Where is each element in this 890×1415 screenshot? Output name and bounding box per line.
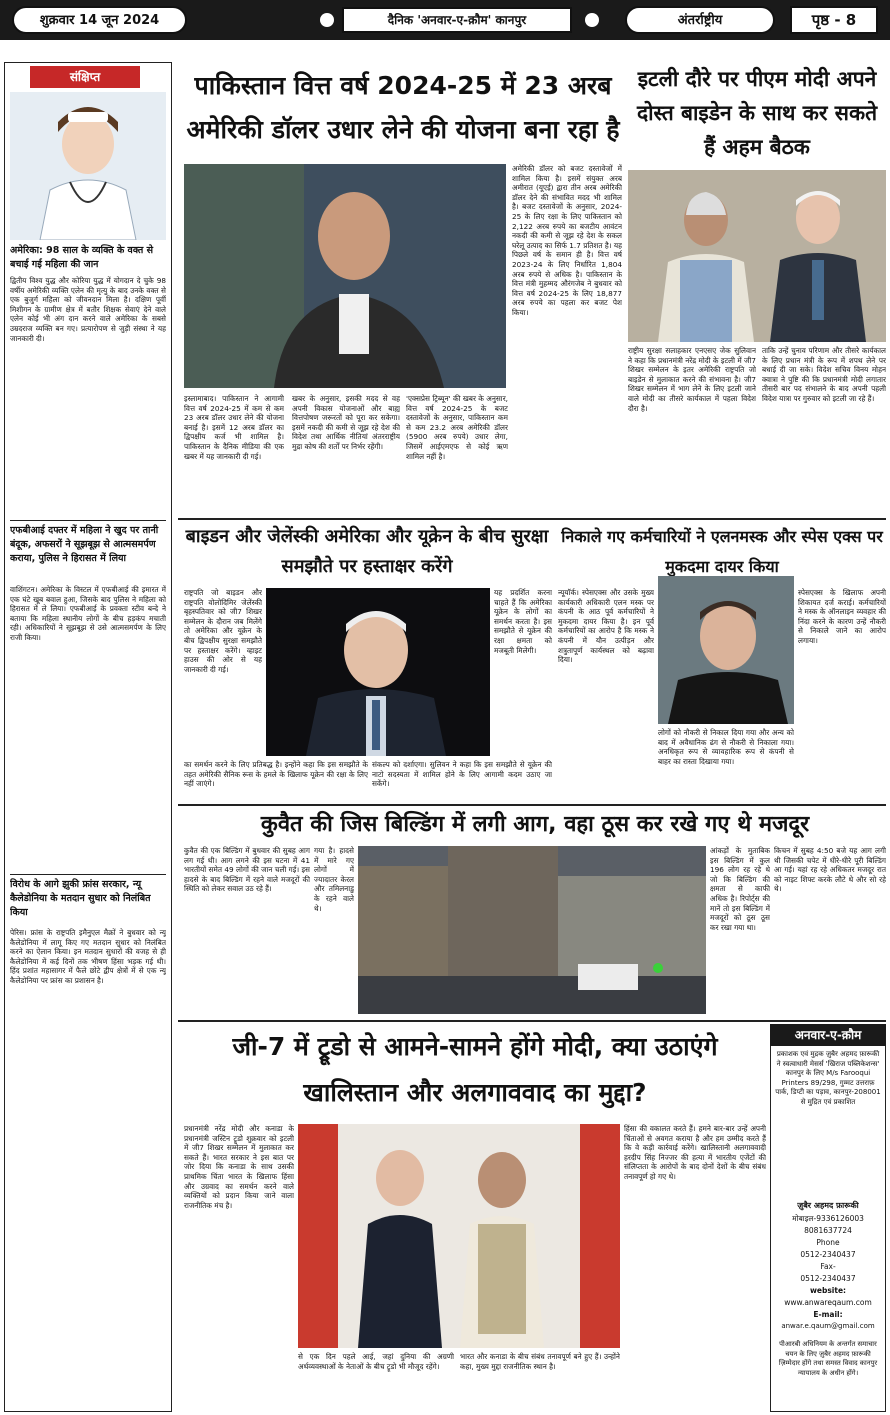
pakistan-col3: 'एक्सप्रेस ट्रिब्यून' की खबर के अनुसार, वित्त वर्ष 2024-25 के बजट दस्तावेजों के अनुसार, पाकिस्तान कम से कम 23.2 अरब अमेरिकी डॉलर (5900 अरब रुपये) उधार लेगा, जिसमें आईएमएफ से कोई ऋण शामिल नहीं है।	[406, 394, 508, 461]
masthead	[0, 0, 890, 40]
imprint-mobile2: 8081637724	[804, 1226, 852, 1235]
g7-bottom1: से एक दिन पहले आई, जहां दुनिया की अग्रणी अर्थव्यवस्थाओं के नेताओं के बीच ट्रूडो भी मौजूद रहेंगे।	[298, 1352, 454, 1371]
story1-body: द्वितीय विश्व युद्ध और कोरिया युद्ध में योगदान दे चुके 98 वर्षीय अमेरिकी व्यक्ति एलेन की मृत्यु के बाद उनके वक्त से एक बुजुर्ग महिला को जीवनदान मिला है। दक्षिण पूर्वी मिशीगन के ग्रामीण क्षेत्र में बतौर शिक्षक सेवाएं देने वाले एलेन कोई भी अंग दान करने वाले अमेरिका के सबसे उम्रदराज व्यक्ति बन गए। प्रत्यारोपण से जुड़ी संस्था ने यह जानकारी दी।	[10, 276, 166, 343]
sharif-portrait	[184, 164, 506, 388]
imprint-email-label: E-mail:	[813, 1310, 843, 1319]
musk-photo	[658, 576, 794, 724]
ukraine-photo	[266, 588, 490, 756]
g7-headline: जी-7 में ट्रूडो से आमने-सामने होंगे मोदी, क्या उठाएंगे खालिस्तान और अलगाववाद का मुद्दा?	[232, 1032, 718, 1107]
imprint-email[interactable]: anwar.e.qaum@gmail.com	[781, 1322, 875, 1330]
kuwait-col3: आंकड़ों के मुताबिक इस बिल्डिंग में कुल 196 लोग रह रहे थे जो कि बिल्डिंग की क्षमता से काफी अधिक है। रिपोर्ट्स की मानें तो इस बिल्डिंग में मजदूरों को ठूस ठूस कर रखा गया था।	[710, 846, 770, 932]
italy-photo	[628, 170, 886, 342]
pakistan-photo	[184, 164, 506, 388]
musk-headline: निकाले गए कर्मचारियों ने एलनमस्क और स्पेस एक्स पर मुकदमा दायर किया	[561, 527, 883, 576]
divider	[178, 1020, 886, 1022]
imprint-website-label: website:	[809, 1286, 847, 1295]
page-number-box	[790, 6, 878, 34]
nurse-photo	[10, 92, 166, 240]
story2-title: एफबीआई दफ्तर में महिला ने खुद पर तानी बंदूक, अफसरों ने सूझबूझ से आत्मसमर्पण कराया, पुलिस ने हिरासत में लिया	[10, 525, 159, 564]
page-number: पृष्ठ - 8	[811, 11, 857, 29]
masthead-date: शुक्रवार 14 जून 2024	[39, 13, 160, 28]
kuwait-col2: गया है। हादसे में मारे गए लोगों में ज्यादातर केरल और तमिलनाडु के रहने वाले थे।	[314, 846, 354, 913]
g7-col1: प्रधानमंत्री नरेंद्र मोदी और कनाडा के प्रधानमंत्री जस्टिन ट्रूडो शुक्रवार को इटली में जी7 शिखर सम्मेलन में मुलाकात कर सकते हैं। भारत सरकार ने इस बात पर जोर दिया कि कनाडा के साथ उसकी प्राथमिक चिंता भारत के खिलाफ हिंसा और उग्रवाद का समर्थन करने वाले व्यक्तियों को प्रदान किया जाने वाला राजनीतिक मंच है।	[184, 1124, 294, 1210]
ukraine-col2: यह प्रदर्शित करना चाहते हैं कि अमेरिका यूक्रेन के लोगों का समर्थन करता है। इस समझौते से यूक्रेन की रक्षा क्षमता को मजबूती मिलेगी।	[494, 588, 552, 655]
imprint-website[interactable]: www.anwareqaum.com	[784, 1298, 872, 1307]
date-pill	[12, 6, 187, 34]
imprint-text: प्रकाशक एवं मुद्रक ज़ुबैर अहमद फ़ारूकी ने स्वत्वाधारी मेसर्स 'खिराज पब्लिकेशन्स' कानपुर के लिए M/s Farooqui Printers 89/298, गुम्मट उत्तराफ़ पार्क, डिप्टी का पड़ाव, कानपुर-208001 से मुद्रित एवं प्रकाशित	[775, 1050, 881, 1106]
section-name: अंतर्राष्ट्रीय	[677, 13, 723, 28]
ukraine-col1: राष्ट्रपति जो बाइडन और राष्ट्रपति वोलोदिमिर जेलेंस्की बृहस्पतिवार को जी7 शिखर सम्मेलन के दौरान जब मिलेंगे तो अमेरिका और यूक्रेन के बीच द्विपक्षीय सुरक्षा समझौते पर हस्ताक्षर करेंगे। व्हाइट हाउस की ओर से यह जानकारी दी गई।	[184, 588, 262, 674]
pakistan-col2: खबर के अनुसार, इसकी मदद से वह अपनी विकास योजनाओं और बाह्य वित्तपोषण जरूरतों को पूरा कर सकेगा। इसमें नकदी की कमी से जूझ रहे देश की विदेश तथा आर्थिक नीतियां अंतरराष्ट्रीय मुद्रा कोष की शर्तों पर निर्भर रहेंगी।	[292, 394, 400, 451]
modi-biden-photo	[628, 170, 886, 342]
kuwait-col4: किचन में सुबह 4:50 बजे यह आग लगी थी जिसकी चपेट में धीरे-धीरे पूरी बिल्डिंग आ गई। यहां रह रहे अधिकतर मजदूर रात को नाइट शिफ्ट करके लौटे थे और सो रहे थे।	[774, 846, 886, 894]
imprint-phone: 0512-2340437	[800, 1250, 856, 1259]
section-pill	[625, 6, 775, 34]
g7-col2: हिंसा की वकालत करते हैं। हमने बार-बार उन्हें अपनी चिंताओं से अवगत कराया है और हम उम्मीद करते हैं कि वे कड़ी कार्रवाई करेंगे। खालिस्तानी अलगाववादी हरदीप सिंह निज्जर की हत्या में भारतीय एजेंटों की संलिप्तता के आरोपों के बाद दोनों देशों के बीच संबंध तनावपूर्ण हो गए थे।	[624, 1124, 766, 1181]
trudeau-modi-photo	[298, 1124, 620, 1348]
imprint-fax-label: Fax-	[820, 1262, 836, 1271]
italy-col2: ताकि उन्हें चुनाव परिणाम और तीसरे कार्यकाल के लिए प्रधान मंत्री के रूप में शपथ लेने पर बधाई दी जा सके। विदेश सचिव विनय मोहन क्वात्रा ने पुष्टि की कि प्रधानमंत्री मोदी लगातार तीसरी बार पद संभालने के बाद अपनी पहली विदेश यात्रा पर गुरुवार को इटली जा रहे हैं।	[762, 346, 886, 403]
divider	[178, 518, 886, 520]
musk-col2: स्पेसएक्स के खिलाफ अपनी शिकायत दर्ज कराई। कर्मचारियों ने मस्क के ऑनलाइन व्यवहार की निंदा करने के कारण उन्हें नौकरी से निकाले जाने का आरोप लगाया।	[798, 588, 886, 645]
ukraine-bottom1: का समर्थन करने के लिए प्रतिबद्ध है। इन्होंने कहा कि इस समझौते के तहत अमेरिकी सैनिक रूस के हमले के खिलाफ यूक्रेन की रक्षा के लिए नहीं जाएंगे।	[184, 760, 368, 789]
divider	[10, 874, 166, 875]
musk-portrait	[658, 576, 794, 724]
divider	[10, 520, 166, 521]
musk-col1: न्यूयॉर्क। स्पेसएक्स और उसके मुख्य कार्यकारी अधिकारी एलन मस्क पर कंपनी के आठ पूर्व कर्मचारियों ने मुकदमा दायर किया है। इन पूर्व कर्मचारियों का आरोप है कि मस्क ने कंपनी में यौन उत्पीड़न और शत्रुतापूर्ण कार्यस्थल को बढ़ावा दिया।	[558, 588, 654, 665]
biden-photo	[266, 588, 490, 756]
kuwait-col1: कुवैत की एक बिल्डिंग में बुधवार की सुबह आग लग गई थी। आग लगने की इस घटना में 41 भारतीयों समेत 49 लोगों की जान चली गई। इस हादसे के बाद बिल्डिंग में रहने वाले मजदूरों की स्थिति को लेकर सवाल उठ रहे हैं।	[184, 846, 310, 894]
g7-photo	[298, 1124, 620, 1348]
paper-name: दैनिक 'अनवार-ए-क़ौम' कानपुर	[387, 13, 527, 27]
imprint-legal: पीआरबी अधिनियम के अन्तर्गत समाचार चयन के लिए ज़ुबैर अहमद फ़ारूकी ज़िम्मेदार होंगे तथा समस्त विवाद कानपुर न्यायालय के अधीन होंगे।	[778, 1340, 878, 1377]
ukraine-bottom2: संकल्प को दर्शाएगा। सुलिवन ने कहा कि इस समझौते से यूक्रेन की नाटो सदस्यता में शामिल होने के लिए आगामी कदम उठाए जा सकेंगे।	[372, 760, 552, 789]
pakistan-headline: पाकिस्तान वित्त वर्ष 2024-25 में 23 अरब अमेरिकी डॉलर उधार लेने की योजना बना रहा है	[186, 71, 620, 144]
musk-bottom: लोगों को नौकरी से निकाल दिया गया और अन्य को बाद में अवैधानिक ढंग से नौकरी से निकाला गया। अनधिकृत रूप से व्यावहारिक रूप से कंपनी से बाहर का रास्ता दिखाया गया।	[658, 728, 794, 766]
paper-name-box	[342, 7, 572, 33]
brief-tag-text: संक्षिप्त	[69, 70, 101, 84]
bullet-dot	[585, 13, 599, 27]
italy-col1: राष्ट्रीय सुरक्षा सलाहकार एनएसए जेक सुलिवान ने कहा कि प्रधानमंत्री नरेंद्र मोदी के इटली में जी7 शिखर सम्मेलन के इतर अमेरिकी राष्ट्रपति जो बाइडेन से मुलाकात करने की संभावना है। जी7 शिखर सम्मेलन में भाग लेने के लिए इटली जाने वाले मोदी का तीसरे कार्यकाल में पहला विदेश दौरा है।	[628, 346, 756, 413]
nurse-figure	[10, 92, 166, 240]
pakistan-right-col: अमेरिकी डॉलर को बजट दस्तावेजों में शामिल किया है। इसमें संयुक्त अरब अमीरात (यूएई) द्वारा तीन अरब अमेरिकी डॉलर देने की संभावित मदद भी शामिल है। बजट दस्तावेजों के अनुसार, 2024-25 के लिए रक्षा के लिए पाकिस्तान को 2,122 अरब रुपये का बजटीय आवंटन नकदी की कमी से जूझ रहे देश के सकल घरेलू उत्पाद का सिर्फ 1.7 प्रतिशत है। यह पिछले वर्ष के समान ही है। वित्त वर्ष 2023-24 के लिए निर्धारित 1,804 अरब रुपये से अधिक है। पाकिस्तान के वित्त मंत्री मुहम्मद औरंगजेब ने बुधवार को वित्त वर्ष 2024-25 के लिए 18,877 अरब रुपये का पहला कर बजट पेश किया।	[512, 164, 622, 317]
brief-tag	[30, 66, 140, 88]
pakistan-col1: इस्लामाबाद। पाकिस्तान ने आगामी वित्त वर्ष 2024-25 में कम से कम 23 अरब डॉलर उधार लेने की योजना बनाई है। इसमें 12 अरब डॉलर का द्विपक्षीय कर्ज भी शामिल है। पाकिस्तान के दैनिक मीडिया की एक खबर में यह जानकारी दी गई।	[184, 394, 284, 461]
ukraine-headline: बाइडन और जेलेंस्की अमेरिका और यूक्रेन के बीच सुरक्षा समझौते पर हस्ताक्षर करेंगे	[185, 526, 549, 577]
imprint-title-bar	[770, 1024, 886, 1046]
story3-body: पेरिस। फ्रांस के राष्ट्रपति इमैनुएल मैक्रों ने बुधवार को न्यू कैलेडोनिया में लागू किए गए मतदान सुधार को निलंबित करने का ऐलान किया। इन मतदान सुधारों की वजह से ही कैलेडोनिया में कई दिनों तक भीषण हिंसा भड़क गई थी। हिंद प्रशांत महासागर में फैले छोटे द्वीप क्षेत्रों में से एक न्यू कैलेडोनिया पर फ्रांस का प्रशासन है।	[10, 928, 166, 985]
building-fire-scene	[358, 846, 706, 1014]
imprint-editor: ज़ुबैर अहमद फ़ारूकी	[797, 1201, 859, 1210]
imprint-title: अनवार-ए-क़ौम	[794, 1028, 862, 1042]
story2-body: वाशिंगटन। अमेरिका के विस्टल में एफबीआई की इमारत में एक घंटे खूब बवाल हुआ, जिसके बाद पुलिस ने महिला को हिरासत में ले लिया। एफबीआई के प्रवक्ता स्टीव बन्दे ने बताया कि महिला स्थानीय लोगों के बीच हड़कंप मचाती रही। अधिकारियों ने सूझबूझ से उसे आत्मसमर्पण के लिए राजी किया।	[10, 585, 166, 642]
italy-headline: इटली दौरे पर पीएम मोदी अपने दोस्त बाइडेन के साथ कर सकते हैं अहम बैठक	[636, 67, 878, 159]
kuwait-headline: कुवैत की जिस बिल्डिंग में लगी आग, वहा ठूस कर रखे गए थे मजदूर	[260, 812, 810, 837]
g7-bottom2: भारत और कनाडा के बीच संबंध तनावपूर्ण बने हुए हैं। उन्होंने कहा, मुख्य मुद्दा राजनीतिक स्थान है।	[460, 1352, 620, 1371]
imprint-phone-label: Phone	[816, 1238, 840, 1247]
kuwait-photo	[358, 846, 706, 1014]
imprint-fax: 0512-2340437	[800, 1274, 856, 1283]
imprint-mobile: मोबाइल-9336126003	[792, 1214, 864, 1223]
story3-title: विरोध के आगे झुकी फ्रांस सरकार, न्यू कैलेडोनिया के मतदान सुधार को निलंबित किया	[10, 879, 151, 918]
story1-title: अमेरिका: 98 साल के व्यक्ति के वक्त से बचाई गई महिला की जान	[10, 245, 154, 270]
bullet-dot	[320, 13, 334, 27]
